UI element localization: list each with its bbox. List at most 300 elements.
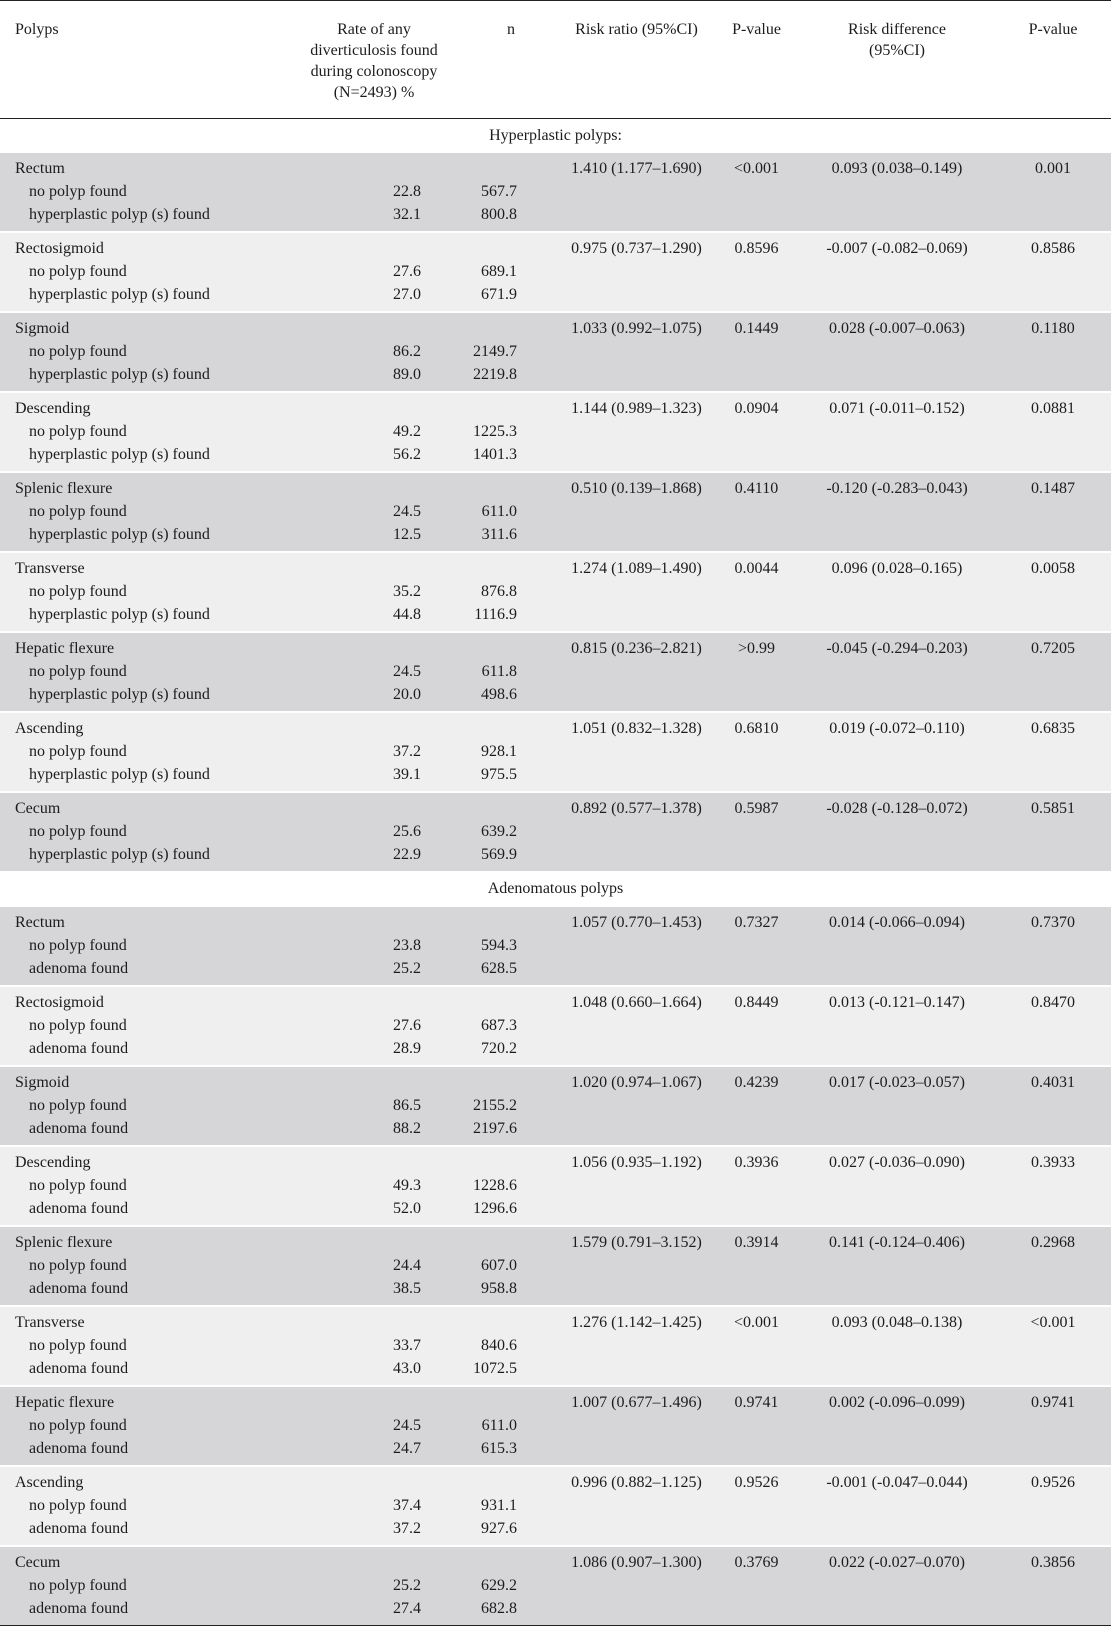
- rate-cell: 39.1: [393, 766, 421, 783]
- risk-ratio-cell: [559, 843, 714, 872]
- table-row: [0, 1306, 1111, 1334]
- p-value-2-cell: [995, 934, 1111, 957]
- header-risk-difference-line: (95%CI): [869, 42, 925, 59]
- risk-ratio-cell: 0.892 (0.577–1.378): [571, 800, 702, 817]
- row-label: adenoma found: [29, 1279, 129, 1297]
- p-value-cell: [714, 1517, 799, 1546]
- risk-difference-cell: [799, 683, 995, 712]
- p-value-cell: [714, 1197, 799, 1226]
- n-cell: [463, 552, 559, 580]
- risk-difference-cell: 0.093 (0.048–0.138): [831, 1313, 963, 1331]
- rate-cell: 86.2: [393, 343, 421, 360]
- p-value-cell: [714, 340, 799, 363]
- n-cell: 2155.2: [473, 1096, 517, 1114]
- n-cell: [463, 712, 559, 740]
- section-header: [0, 872, 1111, 906]
- risk-ratio-cell: [559, 1014, 714, 1037]
- risk-difference-cell: 0.093 (0.038–0.149): [831, 160, 963, 177]
- table-row: [0, 1334, 1111, 1357]
- table-row: [0, 1277, 1111, 1306]
- header-risk-difference: [799, 1, 995, 119]
- location-group: [0, 632, 1111, 712]
- location-group: [0, 1546, 1111, 1626]
- risk-difference-cell: [799, 1277, 995, 1306]
- n-cell: 567.7: [481, 183, 517, 200]
- table-row: [0, 1546, 1111, 1574]
- p-value-cell: [714, 1494, 799, 1517]
- location-label: Cecum: [15, 800, 61, 817]
- p-value-cell: [714, 260, 799, 283]
- risk-difference-cell: [799, 180, 995, 203]
- location-group: [0, 986, 1111, 1066]
- header-risk-difference-line: Risk difference: [848, 21, 946, 38]
- table-row: [0, 792, 1111, 820]
- location-label: Sigmoid: [15, 1073, 70, 1091]
- rate-cell: [285, 1546, 463, 1574]
- table-row: [0, 740, 1111, 763]
- location-label: Cecum: [15, 1553, 61, 1571]
- row-label: adenoma found: [29, 959, 129, 977]
- location-label: Hepatic flexure: [15, 640, 115, 657]
- risk-ratio-cell: [559, 1277, 714, 1306]
- header-n: n: [463, 1, 559, 119]
- n-cell: 689.1: [481, 263, 517, 280]
- p-value-cell: [714, 843, 799, 872]
- header-p-value-2: P-value: [995, 1, 1111, 119]
- risk-ratio-cell: [559, 1574, 714, 1597]
- rate-cell: 25.2: [393, 1576, 421, 1594]
- p-value-cell: [714, 1437, 799, 1466]
- n-cell: 2197.6: [473, 1119, 517, 1137]
- risk-ratio-cell: [559, 1094, 714, 1117]
- risk-ratio-cell: [559, 820, 714, 843]
- p-value-cell: [714, 420, 799, 443]
- risk-difference-cell: [799, 1117, 995, 1146]
- table-row: [0, 1357, 1111, 1386]
- row-label: hyperplastic polyp (s) found: [29, 206, 210, 223]
- p-value-2-cell: [995, 957, 1111, 986]
- risk-difference-cell: 0.096 (0.028–0.165): [831, 560, 963, 577]
- table-row: [0, 1037, 1111, 1066]
- n-cell: 1296.6: [473, 1199, 517, 1217]
- p-value-cell: 0.4110: [734, 480, 779, 497]
- n-cell: 687.3: [481, 1016, 517, 1034]
- table-row: [0, 232, 1111, 260]
- risk-difference-cell: [799, 283, 995, 312]
- risk-ratio-cell: [559, 260, 714, 283]
- header-rate-line: diverticulosis found: [310, 42, 438, 59]
- risk-ratio-cell: [559, 603, 714, 632]
- n-cell: 800.8: [481, 206, 517, 223]
- n-cell: 611.8: [481, 663, 517, 680]
- table-header: [0, 1, 1111, 119]
- risk-difference-cell: [799, 1574, 995, 1597]
- risk-ratio-cell: 1.048 (0.660–1.664): [571, 993, 702, 1011]
- p-value-2-cell: [995, 283, 1111, 312]
- p-value-cell: [714, 523, 799, 552]
- p-value-cell: 0.3936: [734, 1153, 779, 1171]
- n-cell: [463, 472, 559, 500]
- p-value-2-cell: [995, 1414, 1111, 1437]
- p-value-2-cell: [995, 740, 1111, 763]
- p-value-2-cell: 0.3856: [1031, 1553, 1075, 1571]
- table-row: [0, 552, 1111, 580]
- risk-difference-cell: 0.019 (-0.072–0.110): [829, 720, 965, 737]
- p-value-2-cell: 0.9741: [1031, 1393, 1075, 1411]
- row-label: no polyp found: [29, 1416, 127, 1434]
- table-row: [0, 580, 1111, 603]
- table-row: [0, 1066, 1111, 1094]
- p-value-2-cell: [995, 180, 1111, 203]
- rate-cell: 38.5: [393, 1279, 421, 1297]
- rate-cell: 28.9: [393, 1039, 421, 1057]
- table-row: [0, 260, 1111, 283]
- table-row: [0, 1197, 1111, 1226]
- row-label: adenoma found: [29, 1119, 129, 1137]
- p-value-cell: 0.7327: [734, 913, 779, 931]
- p-value-2-cell: [995, 500, 1111, 523]
- rate-cell: 25.2: [393, 959, 421, 977]
- rate-cell: 89.0: [393, 366, 421, 383]
- rate-cell: 24.4: [393, 1256, 421, 1274]
- p-value-cell: [714, 603, 799, 632]
- rate-cell: [285, 712, 463, 740]
- rate-cell: 37.2: [393, 743, 421, 760]
- p-value-cell: [714, 1094, 799, 1117]
- p-value-2-cell: [995, 1357, 1111, 1386]
- table-row: [0, 603, 1111, 632]
- risk-difference-cell: 0.022 (-0.027–0.070): [829, 1553, 965, 1571]
- row-label: hyperplastic polyp (s) found: [29, 766, 210, 783]
- p-value-cell: 0.3769: [734, 1553, 779, 1571]
- p-value-cell: [714, 203, 799, 232]
- risk-difference-cell: [799, 603, 995, 632]
- risk-ratio-cell: [559, 1414, 714, 1437]
- p-value-2-cell: [995, 443, 1111, 472]
- p-value-cell: <0.001: [733, 160, 780, 177]
- p-value-2-cell: [995, 1517, 1111, 1546]
- p-value-cell: 0.8596: [734, 240, 779, 257]
- table-row: [0, 1094, 1111, 1117]
- rate-cell: [285, 1146, 463, 1174]
- risk-ratio-cell: [559, 1437, 714, 1466]
- p-value-cell: 0.0044: [734, 560, 779, 577]
- table-row: [0, 283, 1111, 312]
- header-rate-line: (N=2493) %: [333, 84, 415, 101]
- location-label: Ascending: [15, 720, 84, 737]
- table-row: [0, 203, 1111, 232]
- n-cell: [463, 1226, 559, 1254]
- risk-difference-cell: [799, 934, 995, 957]
- risk-difference-cell: [799, 660, 995, 683]
- risk-difference-cell: [799, 1197, 995, 1226]
- risk-difference-cell: -0.045 (-0.294–0.203): [826, 640, 968, 657]
- table-row: [0, 500, 1111, 523]
- risk-ratio-cell: [559, 934, 714, 957]
- row-label: no polyp found: [29, 663, 127, 680]
- p-value-2-cell: 0.6835: [1031, 720, 1075, 737]
- risk-ratio-cell: 1.020 (0.974–1.067): [571, 1073, 702, 1091]
- p-value-2-cell: [995, 203, 1111, 232]
- risk-difference-cell: 0.002 (-0.096–0.099): [829, 1393, 965, 1411]
- location-group: [0, 906, 1111, 986]
- table-row: [0, 957, 1111, 986]
- location-group: [0, 1066, 1111, 1146]
- risk-difference-cell: [799, 1494, 995, 1517]
- n-cell: 927.6: [481, 1519, 517, 1537]
- n-cell: 607.0: [481, 1256, 517, 1274]
- header-rate-line: during colonoscopy: [310, 63, 438, 80]
- table-row: [0, 986, 1111, 1014]
- p-value-cell: [714, 1014, 799, 1037]
- row-label: no polyp found: [29, 183, 127, 200]
- risk-difference-cell: [799, 1414, 995, 1437]
- p-value-2-cell: [995, 363, 1111, 392]
- location-label: Descending: [15, 400, 91, 417]
- rate-cell: 49.3: [393, 1176, 421, 1194]
- risk-difference-cell: [799, 1334, 995, 1357]
- location-group: [0, 552, 1111, 632]
- n-cell: [463, 1306, 559, 1334]
- row-label: adenoma found: [29, 1039, 129, 1057]
- table-row: [0, 392, 1111, 420]
- row-label: hyperplastic polyp (s) found: [29, 366, 210, 383]
- p-value-cell: 0.5987: [734, 800, 779, 817]
- risk-ratio-cell: [559, 203, 714, 232]
- p-value-2-cell: 0.0881: [1031, 400, 1075, 417]
- p-value-cell: [714, 1277, 799, 1306]
- p-value-cell: 0.6810: [734, 720, 779, 737]
- p-value-cell: <0.001: [733, 1313, 780, 1331]
- p-value-2-cell: 0.1180: [1031, 320, 1075, 337]
- table-row: [0, 1174, 1111, 1197]
- p-value-2-cell: 0.9526: [1031, 1473, 1075, 1491]
- p-value-2-cell: [995, 1037, 1111, 1066]
- risk-difference-cell: [799, 1094, 995, 1117]
- risk-ratio-cell: [559, 1334, 714, 1357]
- table-row: [0, 660, 1111, 683]
- row-label: hyperplastic polyp (s) found: [29, 286, 210, 303]
- row-label: no polyp found: [29, 583, 127, 600]
- row-label: no polyp found: [29, 503, 127, 520]
- rate-cell: 37.2: [393, 1519, 421, 1537]
- p-value-cell: 0.8449: [734, 993, 779, 1011]
- p-value-2-cell: [995, 1117, 1111, 1146]
- row-label: no polyp found: [29, 343, 127, 360]
- location-group: [0, 312, 1111, 392]
- header-risk-ratio: Risk ratio (95%CI): [559, 1, 714, 119]
- row-label: hyperplastic polyp (s) found: [29, 846, 210, 863]
- risk-difference-cell: [799, 500, 995, 523]
- location-label: Ascending: [15, 1473, 84, 1491]
- rate-cell: 56.2: [393, 446, 421, 463]
- risk-ratio-cell: [559, 283, 714, 312]
- table-row: [0, 1494, 1111, 1517]
- n-cell: 1401.3: [473, 446, 517, 463]
- table-row: [0, 1466, 1111, 1494]
- table-row: [0, 1226, 1111, 1254]
- table-row: [0, 472, 1111, 500]
- n-cell: 671.9: [481, 286, 517, 303]
- n-cell: 931.1: [481, 1496, 517, 1514]
- p-value-2-cell: [995, 523, 1111, 552]
- p-value-2-cell: [995, 420, 1111, 443]
- rate-cell: [285, 632, 463, 660]
- risk-difference-cell: [799, 957, 995, 986]
- risk-ratio-cell: [559, 1254, 714, 1277]
- p-value-cell: [714, 283, 799, 312]
- table-row: [0, 153, 1111, 181]
- risk-ratio-cell: [559, 1357, 714, 1386]
- rate-cell: 33.7: [393, 1336, 421, 1354]
- n-cell: [463, 1146, 559, 1174]
- n-cell: [463, 1066, 559, 1094]
- risk-ratio-cell: [559, 363, 714, 392]
- risk-ratio-cell: [559, 683, 714, 712]
- risk-ratio-cell: [559, 523, 714, 552]
- p-value-cell: [714, 820, 799, 843]
- row-label: no polyp found: [29, 423, 127, 440]
- p-value-2-cell: [995, 340, 1111, 363]
- table-row: [0, 1517, 1111, 1546]
- table-row: [0, 523, 1111, 552]
- row-label: adenoma found: [29, 1199, 129, 1217]
- n-cell: 628.5: [481, 959, 517, 977]
- rate-cell: [285, 472, 463, 500]
- n-cell: 1228.6: [473, 1176, 517, 1194]
- risk-difference-cell: 0.013 (-0.121–0.147): [829, 993, 965, 1011]
- n-cell: 311.6: [481, 526, 517, 543]
- risk-difference-cell: [799, 1174, 995, 1197]
- risk-ratio-cell: [559, 580, 714, 603]
- risk-difference-cell: -0.007 (-0.082–0.069): [826, 240, 968, 257]
- n-cell: 682.8: [481, 1599, 517, 1617]
- n-cell: 2149.7: [473, 343, 517, 360]
- risk-difference-cell: 0.071 (-0.011–0.152): [829, 400, 965, 417]
- n-cell: 629.2: [481, 1576, 517, 1594]
- p-value-2-cell: 0.4031: [1031, 1073, 1075, 1091]
- location-label: Sigmoid: [15, 320, 70, 337]
- rate-cell: 27.6: [393, 263, 421, 280]
- p-value-cell: [714, 1414, 799, 1437]
- risk-ratio-cell: 1.274 (1.089–1.490): [571, 560, 702, 577]
- location-group: [0, 232, 1111, 312]
- location-group: [0, 792, 1111, 872]
- location-label: Descending: [15, 1153, 91, 1171]
- location-label: Transverse: [15, 560, 85, 577]
- p-value-2-cell: 0.2968: [1031, 1233, 1075, 1251]
- p-value-2-cell: [995, 763, 1111, 792]
- table-row: [0, 843, 1111, 872]
- location-label: Rectum: [15, 160, 65, 177]
- rate-cell: 20.0: [393, 686, 421, 703]
- n-cell: [463, 392, 559, 420]
- p-value-cell: 0.1449: [734, 320, 779, 337]
- rate-cell: 86.5: [393, 1096, 421, 1114]
- location-group: [0, 1306, 1111, 1386]
- risk-difference-cell: [799, 203, 995, 232]
- p-value-cell: [714, 934, 799, 957]
- table-row: [0, 1414, 1111, 1437]
- risk-difference-cell: -0.028 (-0.128–0.072): [826, 800, 968, 817]
- p-value-2-cell: 0.7370: [1031, 913, 1075, 931]
- rate-cell: 23.8: [393, 936, 421, 954]
- risk-difference-cell: 0.028 (-0.007–0.063): [829, 320, 965, 337]
- risk-ratio-cell: 0.815 (0.236–2.821): [571, 640, 702, 657]
- p-value-2-cell: 0.0058: [1031, 560, 1075, 577]
- n-cell: [463, 312, 559, 340]
- p-value-cell: [714, 1174, 799, 1197]
- n-cell: 1225.3: [473, 423, 517, 440]
- risk-difference-cell: [799, 1014, 995, 1037]
- table-row: [0, 763, 1111, 792]
- p-value-cell: [714, 957, 799, 986]
- n-cell: 639.2: [481, 823, 517, 840]
- rate-cell: 24.5: [393, 1416, 421, 1434]
- p-value-cell: 0.9741: [734, 1393, 779, 1411]
- row-label: no polyp found: [29, 1336, 127, 1354]
- location-label: Splenic flexure: [15, 480, 113, 497]
- table-row: [0, 1254, 1111, 1277]
- rate-cell: [285, 392, 463, 420]
- risk-difference-cell: [799, 443, 995, 472]
- p-value-cell: [714, 500, 799, 523]
- rate-cell: 24.7: [393, 1439, 421, 1457]
- risk-ratio-cell: 1.086 (0.907–1.300): [571, 1553, 702, 1571]
- row-label: hyperplastic polyp (s) found: [29, 606, 210, 623]
- p-value-2-cell: [995, 1334, 1111, 1357]
- risk-difference-cell: [799, 363, 995, 392]
- location-label: Rectum: [15, 913, 65, 931]
- rate-cell: 88.2: [393, 1119, 421, 1137]
- risk-ratio-cell: [559, 1517, 714, 1546]
- p-value-cell: [714, 1254, 799, 1277]
- table-row: [0, 1014, 1111, 1037]
- p-value-cell: [714, 363, 799, 392]
- risk-ratio-cell: 0.975 (0.737–1.290): [571, 240, 702, 257]
- p-value-2-cell: 0.3933: [1031, 1153, 1075, 1171]
- n-cell: 569.9: [481, 846, 517, 863]
- p-value-2-cell: 0.7205: [1031, 640, 1075, 657]
- n-cell: [463, 1386, 559, 1414]
- risk-ratio-cell: 0.996 (0.882–1.125): [571, 1473, 702, 1491]
- risk-ratio-cell: 1.579 (0.791–3.152): [571, 1233, 702, 1251]
- risk-difference-cell: [799, 420, 995, 443]
- n-cell: 958.8: [481, 1279, 517, 1297]
- location-group: [0, 392, 1111, 472]
- row-label: hyperplastic polyp (s) found: [29, 526, 210, 543]
- p-value-cell: [714, 763, 799, 792]
- n-cell: [463, 632, 559, 660]
- risk-difference-cell: [799, 740, 995, 763]
- rate-cell: 27.4: [393, 1599, 421, 1617]
- row-label: hyperplastic polyp (s) found: [29, 446, 210, 463]
- p-value-2-cell: 0.8470: [1031, 993, 1075, 1011]
- risk-difference-cell: [799, 1037, 995, 1066]
- location-group: [0, 153, 1111, 233]
- risk-difference-cell: [799, 340, 995, 363]
- p-value-cell: 0.9526: [734, 1473, 779, 1491]
- table-row: [0, 443, 1111, 472]
- table-row: [0, 820, 1111, 843]
- n-cell: 498.6: [481, 686, 517, 703]
- table-row: [0, 420, 1111, 443]
- section-title: Adenomatous polyps: [0, 872, 1111, 906]
- table-row: [0, 180, 1111, 203]
- p-value-cell: [714, 180, 799, 203]
- n-cell: [463, 986, 559, 1014]
- p-value-2-cell: [995, 1574, 1111, 1597]
